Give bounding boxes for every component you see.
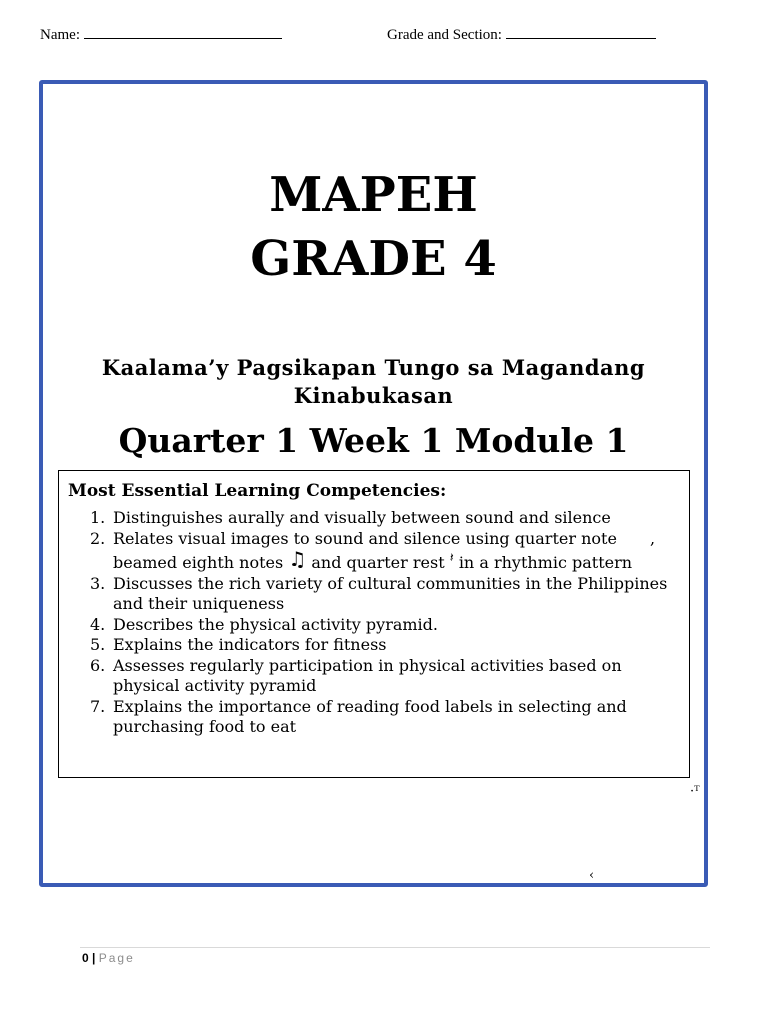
stray-mark: ‹ xyxy=(589,868,595,883)
list-item xyxy=(68,615,681,636)
list-number: 2. xyxy=(90,528,106,548)
list-number: 1. xyxy=(90,508,106,527)
melc-heading: Most Essential Learning Competencies: xyxy=(68,481,447,501)
name-label: Name: xyxy=(40,27,80,43)
name-field xyxy=(40,26,282,44)
melc-box xyxy=(58,470,690,778)
grade-section-label: Grade and Section: xyxy=(387,27,502,43)
list-item-text: Explains the indicators for fitness xyxy=(113,635,387,654)
quarter-rest-icon: 𝄽 xyxy=(449,551,454,566)
footer-rule xyxy=(80,947,710,948)
stray-mark: ·ᵀ xyxy=(690,784,700,799)
list-item-text: Discusses the rich variety of cultural communities in the Philippines and their uniqueness xyxy=(113,573,668,613)
grade-section-field xyxy=(387,26,656,44)
melc-list xyxy=(68,508,681,738)
page-separator: | xyxy=(92,951,96,965)
cover-frame xyxy=(39,80,708,887)
list-item-text: Relates visual images to sound and silence using quarter note xyxy=(113,528,617,548)
list-item-text: Explains the importance of reading food labels in selecting and purchasing food to eat xyxy=(113,696,627,736)
page-footer xyxy=(82,951,135,965)
list-item xyxy=(68,697,681,738)
beamed-eighth-notes-icon: ♫ xyxy=(288,547,307,571)
list-item-text: and quarter rest xyxy=(311,553,445,572)
page-number: 0 xyxy=(82,951,89,965)
list-item xyxy=(68,635,681,656)
list-item xyxy=(68,574,681,615)
list-number: 3. xyxy=(90,573,106,593)
list-item-text: , beamed eighth notes xyxy=(113,528,656,572)
grade-title: GRADE 4 xyxy=(250,231,497,287)
list-item xyxy=(68,656,681,697)
list-item xyxy=(68,508,681,529)
grade-section-blank-line xyxy=(506,26,656,39)
list-item-text: in a rhythmic pattern xyxy=(458,553,633,572)
list-item-text: Distinguishes aurally and visually between sound and silence xyxy=(113,508,611,527)
list-item-text: Assesses regularly participation in physical activities based on physical activity pyramid xyxy=(113,655,622,695)
quarter-week-module: Quarter 1 Week 1 Module 1 xyxy=(118,421,629,460)
subject-title: MAPEH xyxy=(269,167,478,223)
list-number: 7. xyxy=(90,696,106,716)
list-number: 5. xyxy=(90,635,106,654)
list-number: 6. xyxy=(90,655,106,675)
list-number: 4. xyxy=(90,614,106,634)
motto: Kaalama’y Pagsikapan Tungo sa Magandang Kinabukasan xyxy=(101,355,646,408)
list-item-text: Describes the physical activity pyramid. xyxy=(113,614,438,634)
page-label: Page xyxy=(98,951,135,965)
list-item xyxy=(68,529,681,574)
name-blank-line xyxy=(84,26,282,39)
